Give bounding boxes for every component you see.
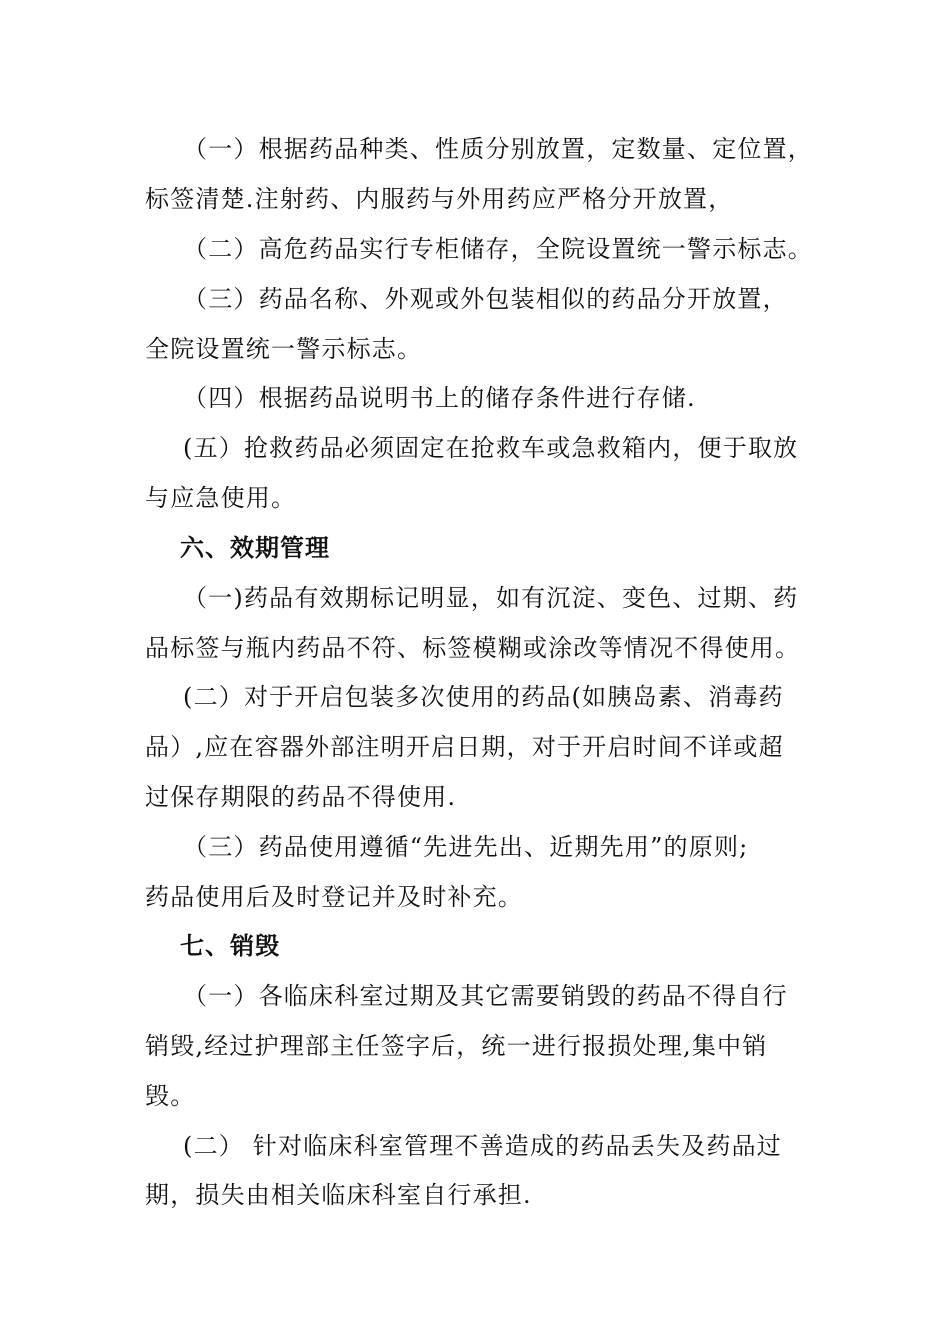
paragraph-line: （二）高危药品实行专柜储存，全院设置统一警示标志。 bbox=[183, 235, 813, 263]
paragraph-line: (二）对于开启包装多次使用的药品(如胰岛素、消毒药 bbox=[183, 683, 784, 711]
paragraph-line: 品标签与瓶内药品不符、标签模糊或涂改等情况不得使用。 bbox=[145, 634, 801, 662]
paragraph-line: 全院设置统一警示标志。 bbox=[145, 335, 423, 363]
paragraph-line: (二） 针对临床科室管理不善造成的药品丢失及药品过 bbox=[183, 1132, 782, 1160]
paragraph-line: 毁。 bbox=[145, 1082, 196, 1110]
paragraph-line: 标签清楚.注射药、内服药与外用药应严格分开放置， bbox=[145, 185, 734, 213]
paragraph-line: (五）抢救药品必须固定在抢救车或急救箱内，便于取放 bbox=[183, 434, 799, 462]
section-heading: 六、效期管理 bbox=[180, 534, 330, 562]
paragraph-line: （一）根据药品种类、性质分别放置，定数量、定位置， bbox=[183, 135, 813, 163]
paragraph-line: （一）各临床科室过期及其它需要销毁的药品不得自行 bbox=[183, 982, 788, 1010]
paragraph-line: （三）药品使用遵循“先进先出、近期先用”的原则; bbox=[183, 833, 749, 861]
paragraph-line: （四）根据药品说明书上的储存条件进行存储. bbox=[183, 384, 696, 412]
paragraph-line: 药品使用后及时登记并及时补充。 bbox=[145, 883, 523, 911]
paragraph-line: （三）药品名称、外观或外包装相似的药品分开放置， bbox=[183, 285, 788, 313]
paragraph-line: 过保存期限的药品不得使用. bbox=[145, 783, 457, 811]
paragraph-line: （一)药品有效期标记明显，如有沉淀、变色、过期、药 bbox=[183, 584, 799, 612]
paragraph-line: 期，损失由相关临床科室自行承担. bbox=[145, 1181, 532, 1209]
paragraph-line: 销毁,经过护理部主任签字后，统一进行报损处理,集中销 bbox=[145, 1032, 768, 1060]
section-heading: 七、销毁 bbox=[180, 932, 280, 960]
paragraph-line: 品）,应在容器外部注明开启日期，对于开启时间不详或超 bbox=[145, 733, 784, 761]
paragraph-line: 与应急使用。 bbox=[145, 484, 297, 512]
